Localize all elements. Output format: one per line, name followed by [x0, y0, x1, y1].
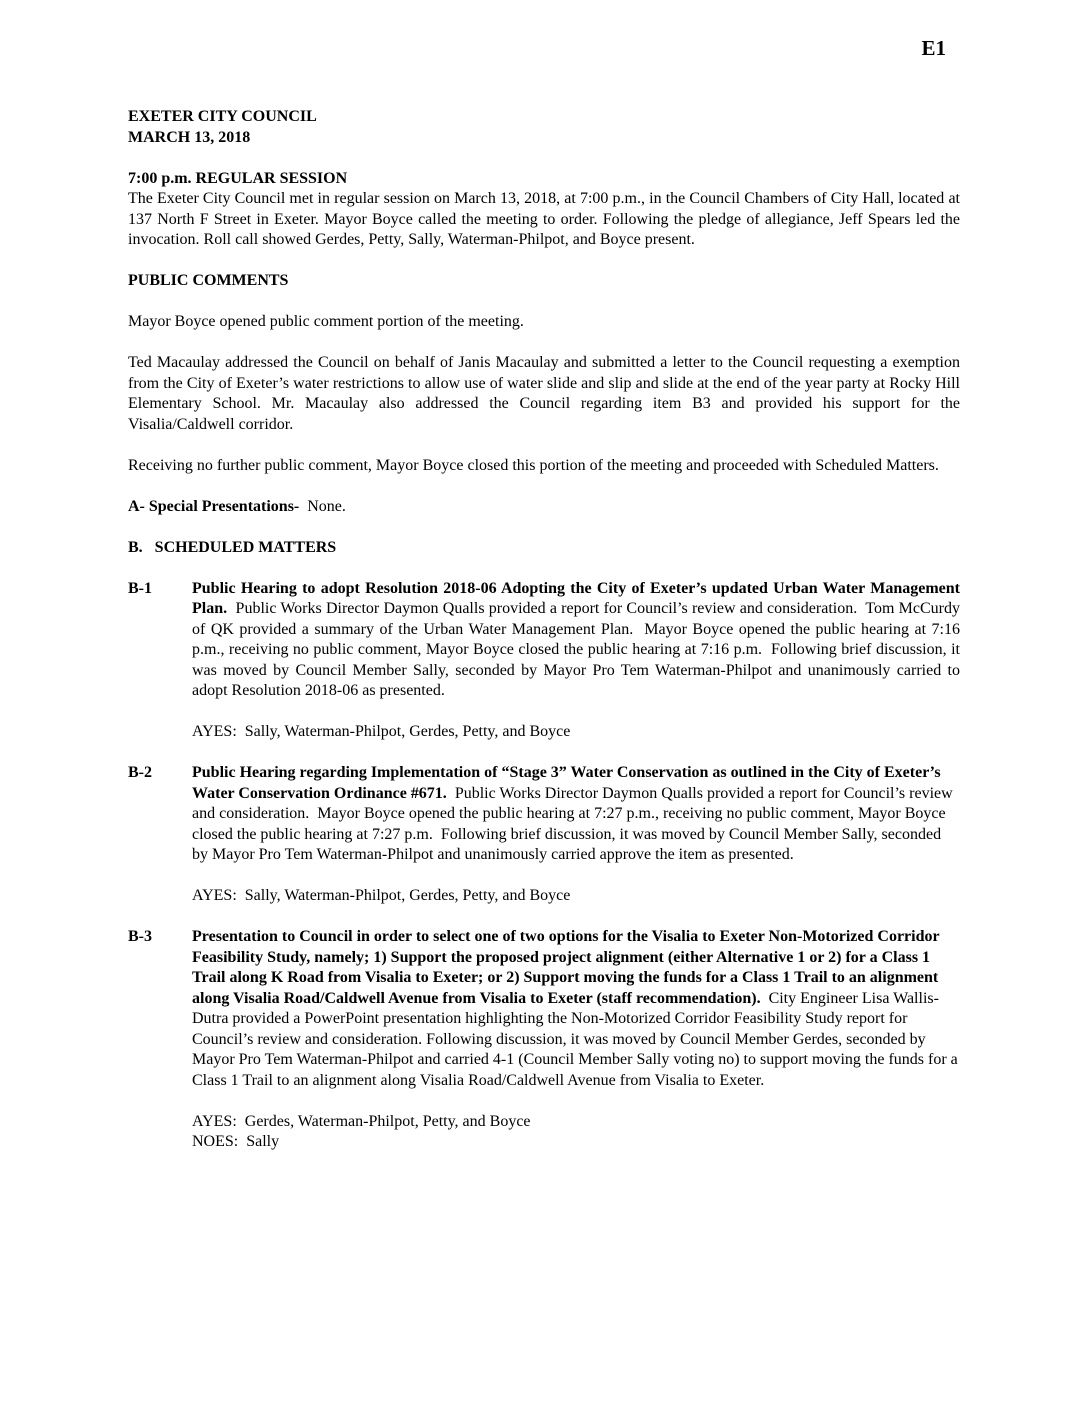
public-comments-paragraph: Receiving no further public comment, Mayor Boyce closed this portion of the meeting and proceeded with Scheduled Matters.	[128, 456, 939, 474]
agenda-item-b1	[128, 579, 964, 702]
agenda-item-title: Public Hearing to adopt Resolution 2018-06 Adopting the City of Exeter’s updated Urban Water Management Plan.	[192, 579, 960, 617]
agenda-item-title: Public Hearing regarding Implementation of “Stage 3” Water Conservation as outlined in the City of Exeter’s Water Conservation Ordinance #671.	[192, 764, 941, 802]
scheduled-matters-heading: B. SCHEDULED MATTERS	[128, 538, 337, 556]
agenda-item-b3	[128, 927, 960, 1091]
minutes-document	[128, 107, 964, 1153]
special-presentations-value: None.	[299, 497, 346, 515]
agenda-item-text: Public Works Director Daymon Qualls provided a report for Council’s review and consideration. Mayor Boyce opened the public hearing at 7:27 p.m., receiving no public comment, Mayor Boyce closed the public hearing at 7:27 p.m. Following brief discussion, it was moved by Council Member Sally, seconded by Mayor Pro Tem Waterman-Philpot and unanimously carried approve the item as presented.	[192, 784, 957, 863]
agenda-item-text: City Engineer Lisa Wallis-Dutra provided a PowerPoint presentation highlighting the Non-Motorized Corridor Feasibility Study report for Council’s review and consideration. Following discussion, it was moved by Council Member Gerdes, seconded by Mayor Pro Tem Waterman-Philpot and carried 4-1 (Council Member Sally voting no) to support moving the funds for a Class 1 Trail to an alignment along Visalia Road/Caldwell Avenue from Visalia to Exeter.	[192, 989, 962, 1089]
vote-noes: NOES: Sally	[192, 1133, 280, 1150]
meeting-date: MARCH 13, 2018	[128, 128, 251, 146]
agenda-item-label: B-1	[128, 579, 152, 597]
agenda-item-body	[192, 763, 960, 866]
vote-ayes: AYES: Sally, Waterman-Philpot, Gerdes, Petty, and Boyce	[192, 723, 571, 740]
regular-session-text: The Exeter City Council met in regular session on March 13, 2018, at 7:00 p.m., in the Council Chambers of City Hall, located at 137 North F Street in Exeter. Mayor Boyce called the meeting to order. Following the pledge of allegiance, Jeff Spears led the invocation. Roll call showed Gerdes, Petty, Sally, Waterman-Philpot, and Boyce present.	[128, 190, 960, 248]
agenda-item-label: B-2	[128, 764, 152, 781]
agenda-item-label: B-3	[128, 928, 152, 945]
agenda-item-body	[192, 927, 960, 1091]
vote-ayes: AYES: Gerdes, Waterman-Philpot, Petty, and Boyce	[192, 1112, 531, 1130]
public-comments-heading: PUBLIC COMMENTS	[128, 272, 289, 289]
agenda-item-body	[192, 579, 964, 702]
public-comments-paragraph: Ted Macaulay addressed the Council on behalf of Janis Macaulay and submitted a letter to the Council requesting a exemption from the City of Exeter’s water restrictions to allow use of water slide and slip and slide at the end of the year party at Rocky Hill Elementary School. Mr. Macaulay also addressed the Council regarding item B3 and provided his support for the Visalia/Caldwell corridor.	[128, 354, 960, 433]
regular-session-heading: 7:00 p.m. REGULAR SESSION	[128, 169, 348, 187]
special-presentations	[128, 497, 960, 518]
vote-ayes: AYES: Sally, Waterman-Philpot, Gerdes, Petty, and Boyce	[192, 887, 571, 904]
page-label: E1	[921, 36, 946, 60]
public-comments-paragraph: Mayor Boyce opened public comment portion of the meeting.	[128, 313, 524, 330]
agenda-item-text: Public Works Director Daymon Qualls provided a report for Council’s review and consideration. Tom McCurdy of QK provided a summary of the Urban Water Management Plan. Mayor Boyce opened the public hearing at 7:16 p.m., receiving no public comment, Mayor Boyce closed the public hearing at 7:16 p.m. Following brief discussion, it was moved by Council Member Sally, seconded by Mayor Pro Tem Waterman-Philpot and unanimously carried to adopt Resolution 2018-06 as presented.	[192, 600, 964, 699]
special-presentations-label: A- Special Presentations-	[128, 497, 300, 515]
agenda-item-b2	[128, 763, 960, 866]
agenda-item-title: Presentation to Council in order to select one of two options for the Visalia to Exeter Non-Motorized Corridor Feasibility Study, namely; 1) Support the proposed project alignment (either Alternative 1 or 2) for a Class 1 Trail along K Road from Visalia to Exeter; or 2) Support moving the funds for a Class 1 Trail to an alignment along Visalia Road/Caldwell Avenue from Visalia to Exeter (staff recommendation).	[192, 928, 940, 1007]
council-name: EXETER CITY COUNCIL	[128, 108, 317, 125]
